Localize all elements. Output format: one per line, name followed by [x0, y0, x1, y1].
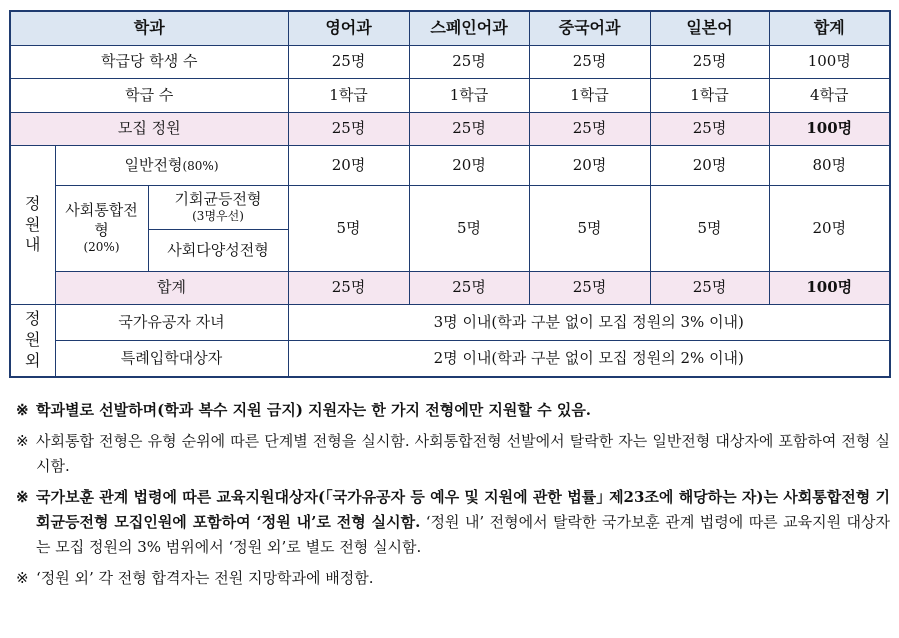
note-4 — [16, 566, 890, 591]
row-label — [55, 146, 288, 186]
table-row — [10, 272, 890, 305]
social-label-line1: 사회통합전 — [65, 201, 138, 220]
cell: 25명 — [409, 272, 529, 305]
table-row — [10, 305, 890, 341]
outside-quota-label: 정원외 — [25, 309, 41, 370]
notes-section — [16, 398, 890, 597]
cell: 25명 — [529, 113, 650, 146]
diversity-label: 사회다양성전형 — [148, 230, 288, 272]
cell: 1학급 — [409, 79, 529, 113]
general-label: 일반전형 — [124, 155, 183, 174]
note-mark: ※ — [16, 569, 29, 587]
cell: 25명 — [529, 46, 650, 79]
inside-quota-group — [10, 146, 55, 305]
cell: 100명 — [769, 113, 890, 146]
cell: 20명 — [529, 146, 650, 186]
table-row — [10, 146, 890, 186]
sub-label-cell — [148, 186, 288, 230]
note-text: ‘정원 외’ 각 전형 합격자는 전원 지망학과에 배정함. — [36, 569, 374, 587]
cell: 25명 — [409, 113, 529, 146]
row-label: 학급 수 — [10, 79, 288, 113]
social-label-line2: 형 — [94, 220, 109, 239]
table-row — [10, 79, 890, 113]
cell: 100명 — [769, 46, 890, 79]
header-chinese: 중국어과 — [529, 11, 650, 46]
cell: 5명 — [288, 186, 409, 272]
note-1 — [16, 398, 890, 423]
cell: 1학급 — [288, 79, 409, 113]
quota-table — [9, 10, 891, 378]
cell: 5명 — [650, 186, 769, 272]
cell: 80명 — [769, 146, 890, 186]
row-label: 특례입학대상자 — [55, 341, 288, 377]
table-row — [10, 46, 890, 79]
special-value: 2명 이내(학과 구분 없이 모집 정원의 2% 이내) — [288, 341, 890, 377]
outside-quota-group — [10, 305, 55, 377]
cell: 5명 — [409, 186, 529, 272]
social-label-pct: (20%) — [83, 240, 120, 255]
note-3 — [16, 485, 890, 560]
header-dept: 학과 — [10, 11, 288, 46]
cell: 25명 — [650, 272, 769, 305]
row-label: 합계 — [55, 272, 288, 305]
note-mark: ※ — [16, 401, 29, 419]
general-pct: (80%) — [182, 158, 219, 173]
cell: 4학급 — [769, 79, 890, 113]
header-spanish: 스페인어과 — [409, 11, 529, 46]
note-mark: ※ — [16, 488, 29, 506]
cell: 20명 — [769, 186, 890, 272]
cell: 25명 — [529, 272, 650, 305]
note-mark: ※ — [16, 432, 29, 450]
cell: 5명 — [529, 186, 650, 272]
merit-value: 3명 이내(학과 구분 없이 모집 정원의 3% 이내) — [288, 305, 890, 341]
cell: 25명 — [409, 46, 529, 79]
row-label: 학급당 학생 수 — [10, 46, 288, 79]
cell: 20명 — [409, 146, 529, 186]
table-row — [10, 186, 890, 230]
row-label: 국가유공자 자녀 — [55, 305, 288, 341]
note-2 — [16, 429, 890, 479]
header-english: 영어과 — [288, 11, 409, 46]
cell: 25명 — [288, 46, 409, 79]
note-text-bold: 국가보훈 관계 법령에 따른 교육지원대상자(｢국가유공자 등 예우 및 지원에 관한 법률｣ 제23조에 해당하는 자)는 사회통합전형 기회균등전형 모집인원에 포함하여 ‘정원 내’로 전형 실시함. — [36, 488, 890, 531]
equal-opportunity-label: 기회균등전형 — [174, 189, 262, 208]
table-row — [10, 341, 890, 377]
row-label: 모집 정원 — [10, 113, 288, 146]
cell: 1학급 — [650, 79, 769, 113]
note-text: 학과별로 선발하며(학과 복수 지원 금지) 지원자는 한 가지 전형에만 지원할 수 있음. — [36, 401, 592, 419]
header-japanese: 일본어 — [650, 11, 769, 46]
cell: 20명 — [288, 146, 409, 186]
cell: 25명 — [288, 113, 409, 146]
note-text: 사회통합 전형은 유형 순위에 따른 단계별 전형을 실시함. 사회통합전형 선발에서 탈락한 자는 일반전형 대상자에 포함하여 전형 실시함. — [36, 432, 890, 475]
header-row — [10, 11, 890, 46]
cell: 20명 — [650, 146, 769, 186]
note-text: ‘정원 내’ 전형에서 탈락한 국가보훈 관계 법령에 따른 교육지원 대상자는 모집 정원의 3% 범위에서 ‘정원 외’로 별도 전형 실시함. — [36, 513, 890, 556]
cell: 100명 — [769, 272, 890, 305]
cell: 25명 — [650, 46, 769, 79]
table-row — [10, 113, 890, 146]
cell: 25명 — [288, 272, 409, 305]
cell: 1학급 — [529, 79, 650, 113]
equal-opportunity-note: (3명우선) — [192, 209, 244, 224]
header-total: 합계 — [769, 11, 890, 46]
social-label-cell — [55, 186, 148, 272]
inside-quota-label: 정원내 — [25, 193, 41, 255]
cell: 25명 — [650, 113, 769, 146]
